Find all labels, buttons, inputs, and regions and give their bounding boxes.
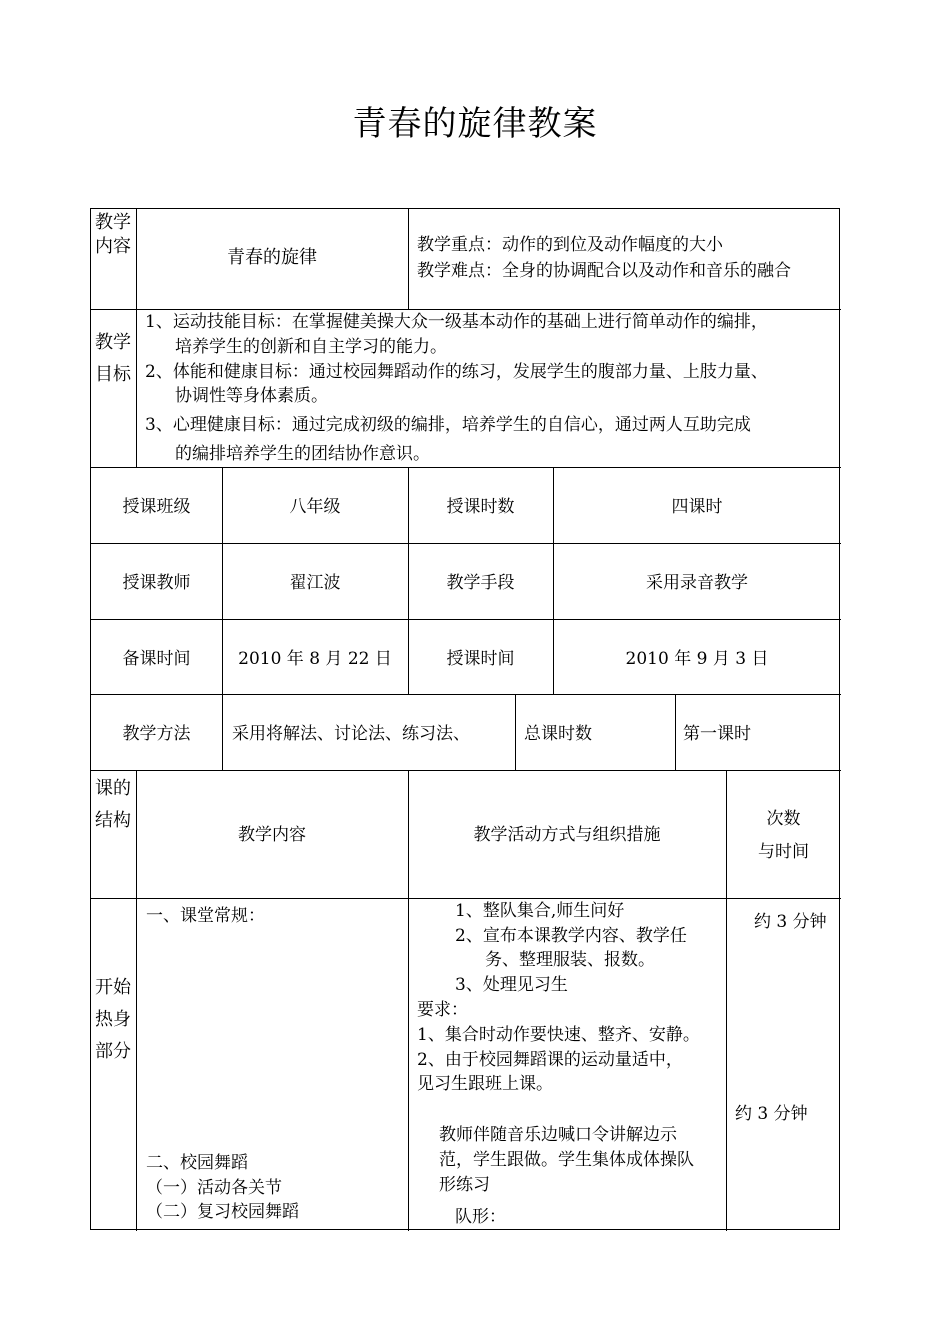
key-point: 教学重点：动作的到位及动作幅度的大小 xyxy=(417,235,723,255)
means-value: 采用录音教学 xyxy=(646,573,748,593)
goal-line: 的编排培养学生的团结协作意识。 xyxy=(175,444,430,464)
class-label: 授课班级 xyxy=(122,497,191,517)
prep-time-value: 2010 年 8 月 22 日 xyxy=(238,649,392,669)
col-divider xyxy=(515,694,516,770)
content-header: 教学内容 xyxy=(238,825,306,845)
row-divider xyxy=(91,694,841,695)
goal-line: 1、运动技能目标：在掌握健美操大众一级基本动作的基础上进行简单动作的编排， xyxy=(145,312,768,332)
teacher-label: 授课教师 xyxy=(122,573,191,593)
lesson-plan-table xyxy=(90,208,840,1230)
goal-line: 3、心理健康目标：通过完成初级的编排，培养学生的自信心，通过两人互助完成 xyxy=(145,415,751,435)
activity-line: 2、宣布本课教学内容、教学任 xyxy=(455,926,687,946)
time-header: 与时间 xyxy=(758,842,809,862)
requirement-title: 要求： xyxy=(417,1000,468,1020)
lesson-content: 青春的旋律 xyxy=(227,247,317,268)
difficulty: 教学难点：全身的协调配合以及动作和音乐的融合 xyxy=(417,261,791,281)
dance-subitem: （一）活动各关节 xyxy=(146,1178,282,1198)
teacher-value: 翟江波 xyxy=(289,573,341,593)
duration-2: 约 3 分钟 xyxy=(735,1104,808,1124)
warmup-section-label: 开始热身部分 xyxy=(95,977,131,1062)
activity-line: 1、整队集合,师生问好 xyxy=(455,901,625,921)
requirement-line: 1、集合时动作要快速、整齐、安静。 xyxy=(417,1025,700,1045)
class-value: 八年级 xyxy=(289,497,341,517)
hours-value: 四课时 xyxy=(671,497,723,517)
row-divider xyxy=(91,770,841,771)
requirement-line: 见习生跟班上课。 xyxy=(417,1074,553,1094)
row-divider xyxy=(91,467,841,468)
activity-header: 教学活动方式与组织措施 xyxy=(473,825,661,845)
duration-1: 约 3 分钟 xyxy=(754,912,827,932)
col-divider xyxy=(408,209,409,309)
structure-label: 课的结构 xyxy=(95,778,131,831)
dance-item: 二、校园舞蹈 xyxy=(146,1153,248,1173)
method-label: 教学方法 xyxy=(122,724,191,744)
class-time-value: 2010 年 9 月 3 日 xyxy=(625,649,769,669)
activity-line: 务、整理服装、报数。 xyxy=(485,950,655,970)
routine-item: 一、课堂常规： xyxy=(146,906,265,926)
total-hours-label: 总课时数 xyxy=(524,724,592,744)
method-value: 采用将解法、讨论法、练习法、 xyxy=(232,724,470,744)
prep-time-label: 备课时间 xyxy=(122,649,191,669)
class-time-label: 授课时间 xyxy=(446,649,515,669)
col-divider xyxy=(136,309,137,467)
total-hours-value: 第一课时 xyxy=(683,724,751,744)
page-title: 青春的旋律教案 xyxy=(352,104,598,144)
row-divider xyxy=(91,543,841,544)
activity-line: 3、处理见习生 xyxy=(455,975,568,995)
time-header: 次数 xyxy=(766,809,801,829)
col-divider xyxy=(675,694,676,770)
hours-label: 授课时数 xyxy=(446,497,515,517)
dance-subitem: （二）复习校园舞蹈 xyxy=(146,1202,299,1222)
requirement-line: 2、由于校园舞蹈课的运动量适中， xyxy=(417,1050,683,1070)
goals-label: 教学目标 xyxy=(95,332,131,385)
teaching-line: 范，学生跟做。学生集体成体操队 xyxy=(439,1150,694,1170)
teaching-line: 形练习 xyxy=(439,1175,490,1195)
row-divider xyxy=(91,619,841,620)
teaching-line: 教师伴随音乐边喊口令讲解边示 xyxy=(439,1125,677,1145)
formation-label: 队形： xyxy=(455,1207,506,1227)
means-label: 教学手段 xyxy=(446,573,515,593)
teaching-content-label: 教学内容 xyxy=(95,212,131,257)
goal-line: 协调性等身体素质。 xyxy=(175,386,328,406)
goal-line: 2、体能和健康目标：通过校园舞蹈动作的练习，发展学生的腹部力量、上肢力量、 xyxy=(145,362,768,382)
goal-line: 培养学生的创新和自主学习的能力。 xyxy=(175,337,447,357)
